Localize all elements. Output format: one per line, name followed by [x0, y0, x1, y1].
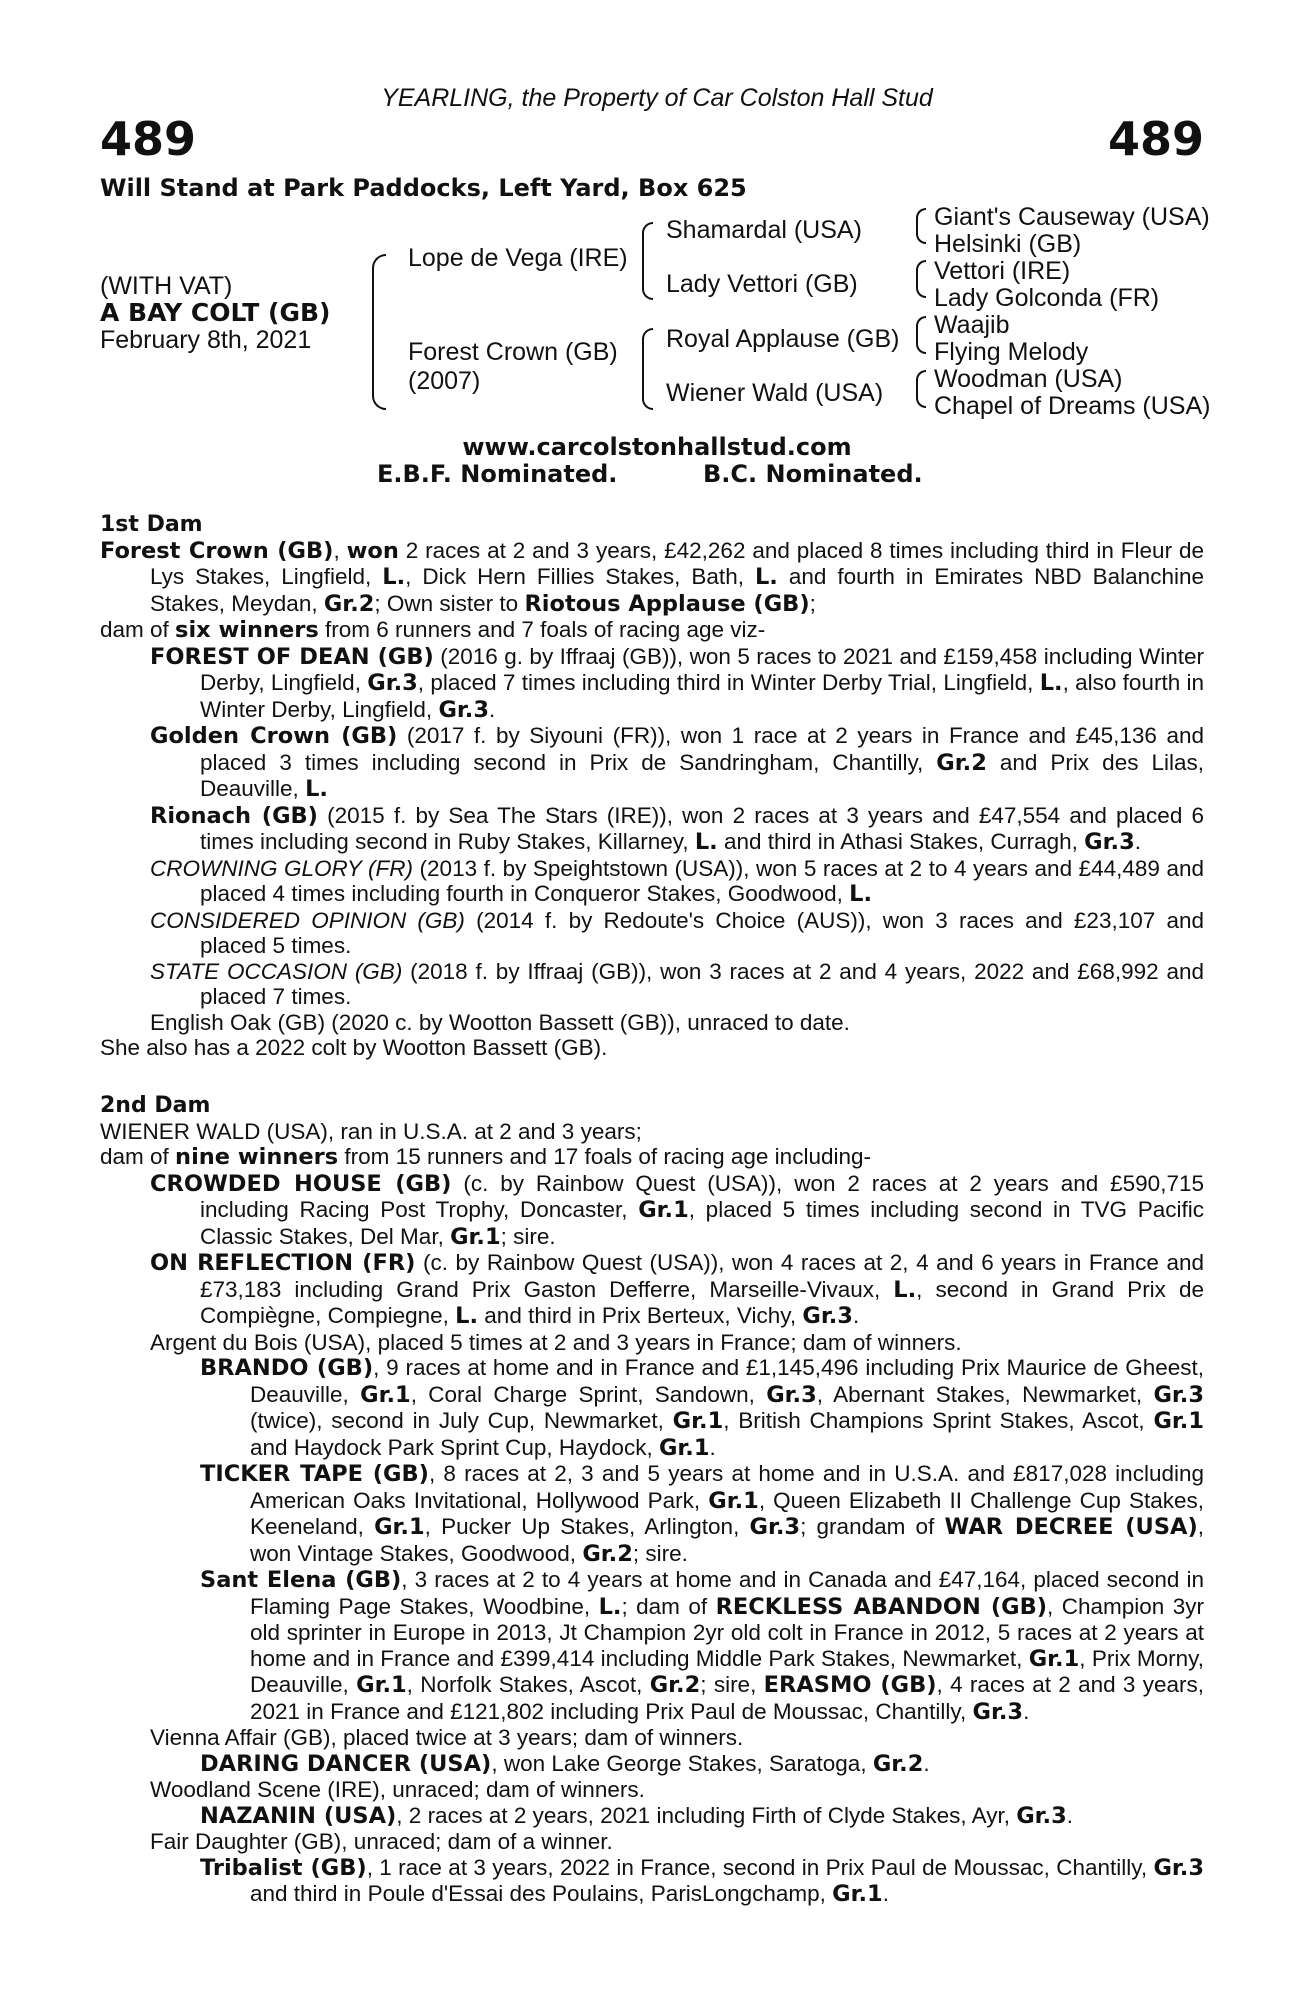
- italic-text: CONSIDERED OPINION (GB): [150, 907, 465, 933]
- bold-text: Gr.3: [802, 1303, 853, 1329]
- lot-number-right: 489: [1107, 112, 1204, 166]
- dam-year: (2007): [408, 367, 481, 395]
- text-run: .: [709, 1434, 716, 1460]
- bold-text: Gr.2: [323, 590, 375, 617]
- second-dam-section: [100, 1093, 1204, 1908]
- text-run: and Prix des Lilas, Deauville,: [200, 749, 1204, 801]
- text-run: ; sire,: [700, 1672, 764, 1697]
- text-run: , Pucker Up Stakes, Arlington,: [424, 1514, 750, 1539]
- foaling-date: February 8th, 2021: [100, 326, 312, 354]
- text-run: (2013 f. by Speightstown (USA)), won 5 races at 2 to 4 years and £44,489 and placed 4 times including fourth in Conqueror Stakes, Goodwood,: [200, 855, 1204, 906]
- text-run: .: [1023, 1698, 1030, 1724]
- stabling-location: Will Stand at Park Paddocks, Left Yard, Box 625: [100, 174, 747, 202]
- bold-text: Gr.1: [374, 1514, 425, 1540]
- descendant-entry: [100, 1461, 1204, 1567]
- produce-entry: [100, 803, 1204, 856]
- text-run: ;: [809, 590, 816, 616]
- first-dam-heading: 1st Dam: [100, 512, 203, 537]
- text-run: dam of: [100, 617, 176, 642]
- bold-text: L.: [893, 1276, 917, 1303]
- text-run: ; sire.: [632, 1540, 688, 1566]
- bold-text: Gr.1: [1028, 1645, 1080, 1672]
- text-run: and third in Prix Berteux, Vichy,: [478, 1303, 803, 1328]
- text-run: and fourth in Emirates NBD Balanchine Stakes, Meydan,: [150, 564, 1204, 616]
- produce-entry: [100, 1250, 1204, 1330]
- descendant-entry: [100, 1855, 1204, 1908]
- text-run: , won Vintage Stakes, Goodwood,: [250, 1514, 1204, 1566]
- bold-text: DARING DANCER (USA): [200, 1750, 492, 1777]
- bold-text: nine winners: [175, 1144, 339, 1170]
- bold-text: Sant Elena (GB): [200, 1567, 402, 1593]
- produce-entry: [100, 1010, 1204, 1036]
- bold-text: NAZANIN (USA): [200, 1802, 397, 1829]
- bold-text: Gr.3: [1153, 1381, 1204, 1408]
- bold-text: won: [346, 537, 399, 564]
- second-dam-summary: WIENER WALD (USA), ran in U.S.A. at 2 and 3 years;: [100, 1118, 642, 1144]
- text-run: from 6 runners and 7 foals of racing age viz-: [318, 617, 766, 642]
- italic-text: CROWNING GLORY (FR): [150, 855, 414, 881]
- bold-text: Gr.3: [766, 1381, 817, 1408]
- bold-text: L.: [598, 1593, 622, 1620]
- sire-dam-dam: Lady Golconda (FR): [934, 284, 1160, 312]
- italic-text: STATE OCCASION (GB): [150, 958, 403, 984]
- text-run: , British Champions Sprint Stakes, Ascot,: [723, 1408, 1154, 1433]
- sire-name: Lope de Vega (IRE): [408, 244, 628, 272]
- produce-entry: [100, 908, 1204, 959]
- bold-text: Gr.2: [582, 1540, 633, 1567]
- produce-entry: [100, 856, 1204, 908]
- bold-text: L.: [455, 1303, 479, 1329]
- bold-text: Gr.2: [872, 1750, 924, 1777]
- bold-text: Gr.1: [658, 1434, 710, 1461]
- pedigree-brace-sire: [642, 222, 653, 300]
- ebf-nomination: E.B.F. Nominated.: [377, 460, 618, 488]
- text-run: Fair Daughter (GB), unraced; dam of a winner.: [150, 1829, 613, 1854]
- pedigree-brace-dam: [642, 328, 653, 410]
- bold-text: Gr.1: [1153, 1408, 1204, 1434]
- descendant-entry: [100, 1355, 1204, 1461]
- text-run: ; Own sister to: [374, 590, 525, 616]
- text-run: .: [882, 1881, 889, 1906]
- bc-nomination: B.C. Nominated.: [703, 460, 923, 488]
- sire-sire: Shamardal (USA): [666, 216, 862, 244]
- text-run: (twice), second in July Cup, Newmarket,: [250, 1408, 673, 1433]
- text-run: , second in Grand Prix de Compiègne, Compiegne,: [200, 1276, 1205, 1328]
- pedigree-brace-g1: [916, 208, 926, 244]
- text-run: Vienna Affair (GB), placed twice at 3 years; dam of winners.: [150, 1725, 744, 1750]
- text-run: from 15 runners and 17 foals of racing age including-: [338, 1144, 871, 1169]
- text-run: , 2 races at 2 years, 2021 including Firth of Clyde Stakes, Ayr,: [396, 1802, 1017, 1828]
- sire-sire-dam: Helsinki (GB): [934, 230, 1082, 258]
- pedigree-brace-g4: [916, 370, 926, 408]
- bold-text: Gr.3: [1084, 829, 1135, 855]
- bold-text: Gr.2: [936, 749, 987, 776]
- text-run: , won Lake George Stakes, Saratoga,: [491, 1750, 873, 1776]
- text-run: , 3 races at 2 to 4 years at home and in Canada and £47,164, placed second in Flaming Page Stakes, Woodbine,: [250, 1567, 1204, 1619]
- text-run: , 4 races at 2 and 3 years, 2021 in France and £121,802 including Prix Paul de Moussac, Chantilly,: [250, 1672, 1204, 1724]
- produce-entry: [100, 1829, 1204, 1855]
- bold-text: Gr.3: [438, 696, 489, 723]
- catalogue-header-title: YEARLING, the Property of Car Colston Hall Stud: [381, 84, 933, 112]
- text-run: Woodland Scene (IRE), unraced; dam of winners.: [150, 1777, 645, 1802]
- produce-list: [100, 644, 1204, 1036]
- bold-text: Gr.1: [832, 1881, 883, 1907]
- text-run: .: [852, 1303, 860, 1328]
- text-run: , placed 5 times including second in TVG Pacific Classic Stakes, Del Mar,: [200, 1197, 1204, 1249]
- dam-dam-dam: Chapel of Dreams (USA): [934, 392, 1211, 420]
- descendant-entry: [100, 1803, 1204, 1830]
- bold-text: CROWDED HOUSE (GB): [150, 1170, 452, 1197]
- text-run: , Coral Charge Sprint, Sandown,: [410, 1381, 767, 1407]
- bold-text: Rionach (GB): [150, 802, 318, 829]
- text-run: .: [489, 696, 496, 722]
- text-run: , Abernant Stakes, Newmarket,: [816, 1381, 1154, 1407]
- bold-text: Gr.3: [1016, 1802, 1067, 1829]
- text-run: .: [1134, 829, 1141, 854]
- bold-text: six winners: [175, 617, 319, 643]
- first-dam-summary: [100, 538, 1204, 618]
- pedigree-brace-main: [372, 254, 386, 410]
- second-dam-winners-line: [100, 1144, 1204, 1171]
- produce-entry: [100, 1777, 1204, 1803]
- text-run: .: [1066, 1802, 1074, 1828]
- bold-text: Gr.1: [672, 1408, 724, 1434]
- bold-text: L.: [694, 829, 718, 855]
- first-dam-winners-line: [100, 617, 1204, 644]
- text-run: (c. by Rainbow Quest (USA)), won 4 races at 2, 4 and 6 years in France and £73,183 including Grand Prix Gaston Defferre, Marseille-Vivaux,: [200, 1250, 1204, 1302]
- descendant-entry: [100, 1751, 1204, 1778]
- produce-entry: [100, 644, 1204, 724]
- bold-text: L.: [849, 881, 873, 907]
- text-run: (2016 g. by Iffraaj (GB)), won 5 races to 2021 and £159,458 including Winter Derby, Lingfield,: [200, 643, 1205, 695]
- dam-dam: Wiener Wald (USA): [666, 379, 884, 407]
- text-run: (2014 f. by Redoute's Choice (AUS)), won 3 races and £23,107 and placed 5 times.: [200, 907, 1204, 958]
- text-run: , placed 7 times including third in Winter Derby Trial, Lingfield,: [417, 670, 1040, 695]
- text-run: ; dam of: [621, 1593, 716, 1619]
- text-run: , 1 race at 3 years, 2022 in France, second in Prix Paul de Moussac, Chantilly,: [366, 1854, 1154, 1880]
- bold-text: L.: [754, 564, 778, 590]
- produce-entry: [100, 723, 1204, 803]
- stud-website: www.carcolstonhallstud.com: [462, 433, 852, 461]
- bold-text: Gr.1: [450, 1223, 501, 1250]
- bold-text: Forest Crown (GB): [100, 537, 334, 564]
- produce-entry: [100, 1171, 1204, 1251]
- lot-number-left: 489: [100, 112, 197, 166]
- text-run: English Oak (GB) (2020 c. by Wootton Bassett (GB)), unraced to date.: [150, 1009, 850, 1035]
- bold-text: Gr.2: [649, 1672, 701, 1698]
- dam-sire: Royal Applause (GB): [666, 325, 900, 353]
- pedigree-brace-g2: [916, 260, 926, 298]
- produce-entry: [100, 1330, 1204, 1356]
- bold-text: Gr.1: [638, 1197, 689, 1223]
- bold-text: L.: [382, 564, 406, 590]
- text-run: , Dick Hern Fillies Stakes, Bath,: [405, 564, 755, 589]
- text-run: (2015 f. by Sea The Stars (IRE)), won 2 races at 3 years and £47,554 and placed 6 times including second in Ruby Stakes, Killarney,: [200, 802, 1204, 854]
- text-run: and third in Athasi Stakes, Curragh,: [717, 829, 1085, 854]
- text-run: (2018 f. by Iffraaj (GB)), won 3 races at 2 and 4 years, 2022 and £68,992 and placed 7 times.: [200, 958, 1204, 1009]
- second-dam-heading: 2nd Dam: [100, 1093, 211, 1118]
- bold-text: BRANDO (GB): [200, 1355, 374, 1381]
- vat-note: (WITH VAT): [100, 272, 233, 300]
- text-run: , 8 races at 2, 3 and 5 years at home and in U.S.A. and £817,028 including American Oaks Invitational, Hollywood Park,: [250, 1461, 1204, 1513]
- text-run: 2 races at 2 and 3 years, £42,262 and placed 8 times including third in Fleur de Lys Stakes, Lingfield,: [150, 537, 1204, 589]
- bold-text: Gr.1: [360, 1381, 411, 1408]
- text-run: .: [923, 1750, 930, 1776]
- text-run: Argent du Bois (USA), placed 5 times at 2 and 3 years in France; dam of winners.: [150, 1329, 962, 1355]
- dam-name: Forest Crown (GB): [408, 338, 618, 366]
- text-run: , Prix Morny, Deauville,: [250, 1645, 1204, 1697]
- text-run: (c. by Rainbow Quest (USA)), won 2 races at 2 years and £590,715 including Racing Post Trophy, Doncaster,: [200, 1170, 1204, 1222]
- bold-text: WAR DECREE (USA): [944, 1514, 1198, 1540]
- produce-entry: [100, 1725, 1204, 1751]
- text-run: dam of: [100, 1144, 176, 1169]
- text-run: ; sire.: [500, 1223, 556, 1249]
- bold-text: Gr.3: [972, 1698, 1024, 1725]
- bold-text: TICKER TAPE (GB): [200, 1461, 429, 1487]
- bold-text: Gr.3: [1153, 1854, 1204, 1881]
- pedigree-brace-g3: [916, 316, 926, 354]
- sire-dam-sire: Vettori (IRE): [934, 257, 1071, 285]
- dam-sire-sire: Waajib: [934, 311, 1010, 339]
- text-run: , Queen Elizabeth II Challenge Cup Stakes, Keeneland,: [250, 1487, 1205, 1539]
- bold-text: Gr.3: [367, 670, 418, 696]
- bold-text: Gr.1: [708, 1487, 759, 1514]
- sire-sire-sire: Giant's Causeway (USA): [934, 203, 1210, 231]
- text-run: ,: [333, 537, 347, 563]
- bold-text: ERASMO (GB): [763, 1672, 937, 1698]
- text-run: , Norfolk Stakes, Ascot,: [406, 1672, 650, 1697]
- dam-dam-sire: Woodman (USA): [934, 365, 1123, 393]
- produce-entry: [100, 959, 1204, 1010]
- bold-text: Gr.3: [749, 1514, 801, 1540]
- bold-text: L.: [1039, 670, 1063, 696]
- bold-text: Riotous Applause (GB): [524, 590, 810, 617]
- text-run: , 9 races at home and in France and £1,145,496 including Prix Maurice de Gheest, Deauville,: [250, 1355, 1204, 1407]
- text-run: , also fourth in Winter Derby, Lingfield,: [200, 670, 1205, 722]
- bold-text: FOREST OF DEAN (GB): [150, 643, 434, 670]
- text-run: and Haydock Park Sprint Cup, Haydock,: [250, 1434, 659, 1460]
- dam-sire-dam: Flying Melody: [934, 338, 1089, 366]
- bold-text: ON REFLECTION (FR): [150, 1250, 416, 1276]
- first-dam-section: [100, 512, 1204, 1061]
- descendant-entry: [100, 1567, 1204, 1725]
- second-dam-produce-list: [100, 1171, 1204, 1908]
- bold-text: Tribalist (GB): [200, 1854, 367, 1881]
- text-run: , Champion 3yr old sprinter in Europe in 2013, Jt Champion 2yr old colt in France in 2012, 5 races at 2 years at home and in France and £399,414 including Middle Park Stakes, Newmarket,: [250, 1593, 1204, 1671]
- first-dam-also: She also has a 2022 colt by Wootton Bassett (GB).: [100, 1035, 608, 1060]
- bold-text: Golden Crown (GB): [150, 723, 398, 749]
- text-run: and third in Poule d'Essai des Poulains, ParisLongchamp,: [250, 1881, 833, 1906]
- horse-name: A BAY COLT (GB): [100, 298, 331, 327]
- sire-dam: Lady Vettori (GB): [666, 270, 858, 298]
- bold-text: Gr.1: [356, 1672, 407, 1698]
- bold-text: L.: [305, 776, 328, 802]
- text-run: (2017 f. by Siyouni (FR)), won 1 race at 2 years in France and £45,136 and placed 3 times including second in Prix de Sandringham, Chantilly,: [200, 723, 1204, 775]
- bold-text: RECKLESS ABANDON (GB): [715, 1593, 1048, 1620]
- text-run: ; grandam of: [800, 1514, 945, 1539]
